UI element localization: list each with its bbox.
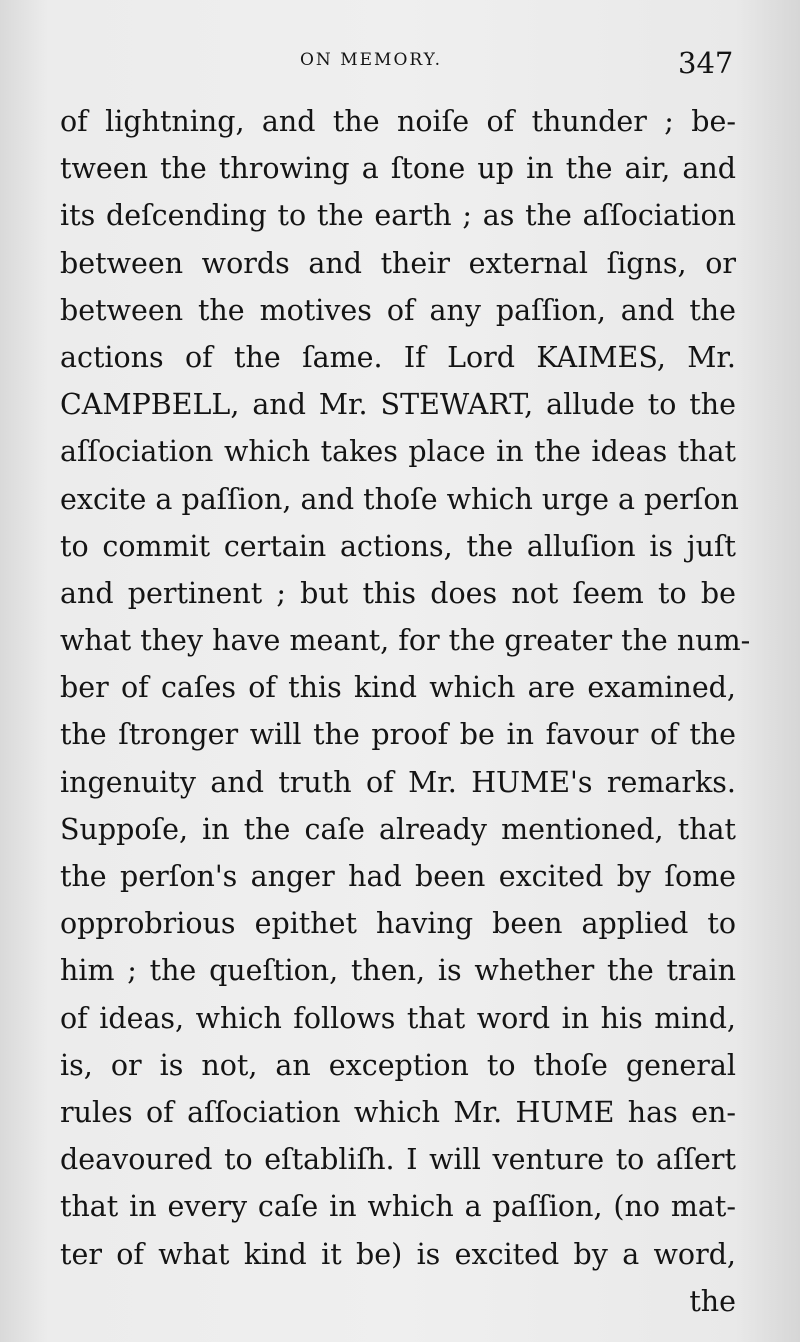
text-line: what they have meant, for the greater the num- xyxy=(60,624,751,658)
text-line: of ideas, which follows that word in his mind, xyxy=(60,1001,736,1035)
text-line: excite a paſſion, and thoſe which urge a perſon xyxy=(60,482,739,516)
body-text xyxy=(60,98,751,1325)
text-line: tween the throwing a ſtone up in the air, and xyxy=(60,152,736,186)
running-head xyxy=(0,48,800,88)
text-line: actions of the ſame. If Lord KAIMES, Mr. xyxy=(60,340,736,374)
text-line: him ; the queſtion, then, is whether the train xyxy=(60,954,736,988)
text-line: its deſcending to the earth ; as the aſſociation xyxy=(60,199,736,233)
text-line: CAMPBELL, and Mr. STEWART, allude to the xyxy=(60,388,736,422)
text-line: between words and their external ſigns, or xyxy=(60,246,736,280)
text-line: deavoured to eſtabliſh. I will venture to aſſert xyxy=(60,1143,736,1177)
text-line: ingenuity and truth of Mr. HUME's remarks. xyxy=(60,765,736,799)
page-title: ON MEMORY. xyxy=(300,50,443,70)
text-line: opprobrious epithet having been applied to xyxy=(60,907,736,941)
text-line: Suppoſe, in the caſe already mentioned, that xyxy=(60,812,736,846)
text-line: of lightning, and the noiſe of thunder ; be- xyxy=(60,105,736,138)
text-line: rules of aſſociation which Mr. HUME has en- xyxy=(60,1095,736,1129)
text-line: is, or is not, an exception to thoſe general xyxy=(60,1048,736,1082)
text-line: ter of what kind it be) is excited by a word, xyxy=(60,1237,736,1271)
page-number: 347 xyxy=(678,46,734,80)
catchword: the xyxy=(689,1284,736,1318)
text-line: that in every caſe in which a paſſion, (no mat- xyxy=(60,1190,736,1224)
text-line: the perſon's anger had been excited by ſome xyxy=(60,860,736,893)
text-line: aſſociation which takes place in the ideas that xyxy=(60,435,736,469)
text-line: the ſtronger will the proof be in favour of the xyxy=(60,718,736,752)
text-line: and pertinent ; but this does not ſeem to be xyxy=(60,576,736,610)
text-line: to commit certain actions, the alluſion is juſt xyxy=(60,529,736,563)
text-line: between the motives of any paſſion, and the xyxy=(60,293,736,327)
text-line: ber of caſes of this kind which are examined, xyxy=(60,671,736,705)
